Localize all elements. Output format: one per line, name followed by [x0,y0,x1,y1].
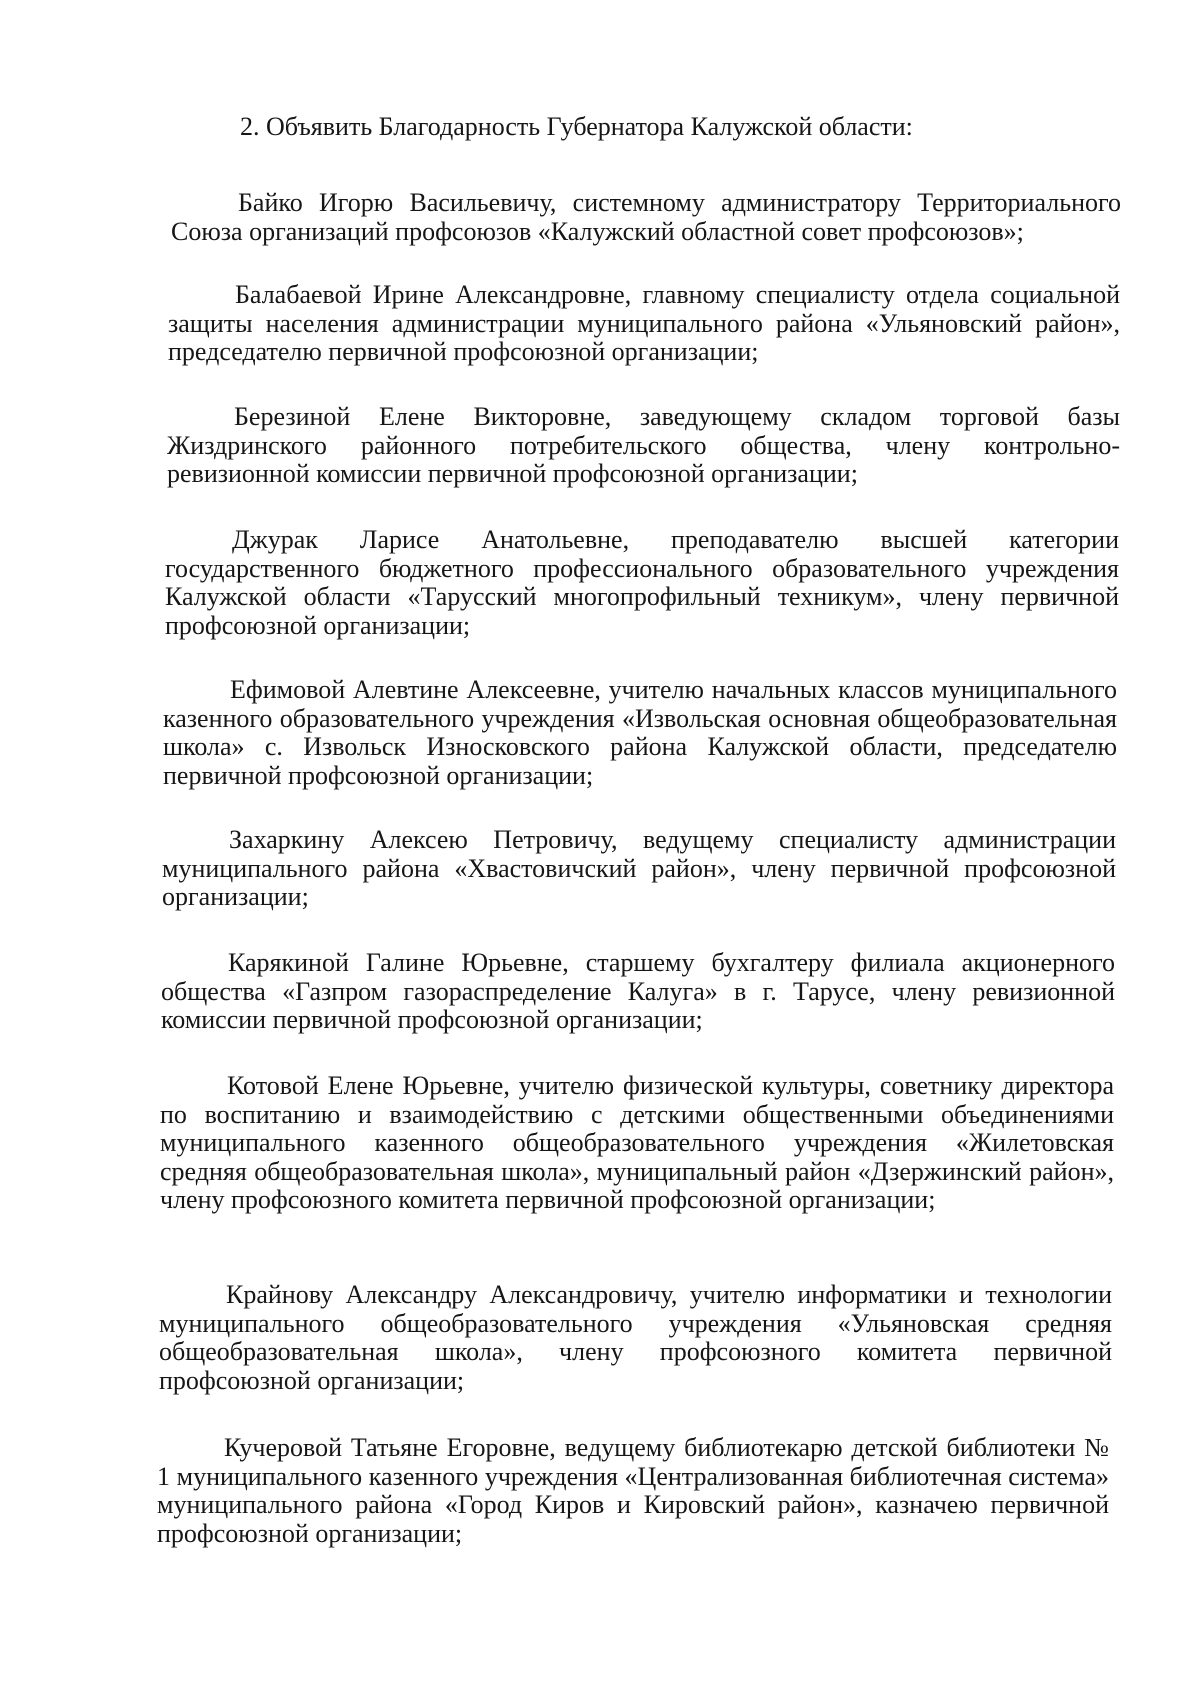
award-paragraph: Березиной Елене Викторовне, заведующему складом торговой базы Жиздринского районного потребительского общества, члену контрольно-ревизионной комиссии первичной профсоюзной организации; [167,402,1120,488]
award-paragraph: Котовой Елене Юрьевне, учителю физической культуры, советнику директора по воспитанию и взаимодействию с детскими общественными объединениями муниципального казенного общеобразовательного учреждения «Жилетовская средняя общеобразовательная школа», муниципальный район «Дзержинский район», члену профсоюзного комитета первичной профсоюзной организации; [160,1071,1114,1214]
award-paragraph: Захаркину Алексею Петровичу, ведущему специалисту администрации муниципального района «Хвастовичский район», члену первичной профсоюзной организации; [162,825,1116,911]
award-paragraph: Балабаевой Ирине Александровне, главному специалисту отдела социальной защиты населения администрации муниципального района «Ульяновский район», председателю первичной профсоюзной организации; [168,280,1120,366]
award-paragraph: Кучеровой Татьяне Егоровне, ведущему библиотекарю детской библиотеки № 1 муниципального казенного учреждения «Централизованная библиотечная система» муниципального района «Город Киров и Кировский район», казначею первичной профсоюзной организации; [157,1433,1109,1548]
section-heading: 2. Объявить Благодарность Губернатора Калужской области: [240,112,913,141]
award-paragraph: Байко Игорю Васильевичу, системному администратору Территориального Союза организаций профсоюзов «Калужский областной совет профсоюзов»; [171,188,1121,246]
award-paragraph: Карякиной Галине Юрьевне, старшему бухгалтеру филиала акционерного общества «Газпром газораспределение Калуга» в г. Тарусе, члену ревизионной комиссии первичной профсоюзной организации; [161,948,1115,1034]
award-paragraph: Джурак Ларисе Анатольевне, преподавателю высшей категории государственного бюджетного профессионального образовательного учреждения Калужской области «Тарусский многопрофильный техникум», члену первичной профсоюзной организации; [165,525,1119,640]
award-paragraph: Крайнову Александру Александровичу, учителю информатики и технологии муниципального общеобразовательного учреждения «Ульяновская средняя общеобразовательная школа», члену профсоюзного комитета первичной профсоюзной организации; [159,1280,1112,1395]
award-paragraph: Ефимовой Алевтине Алексеевне, учителю начальных классов муниципального казенного образовательного учреждения «Извольская основная общеобразовательная школа» с. Извольск Износковского района Калужской области, председателю первичной профсоюзной организации; [163,675,1117,790]
